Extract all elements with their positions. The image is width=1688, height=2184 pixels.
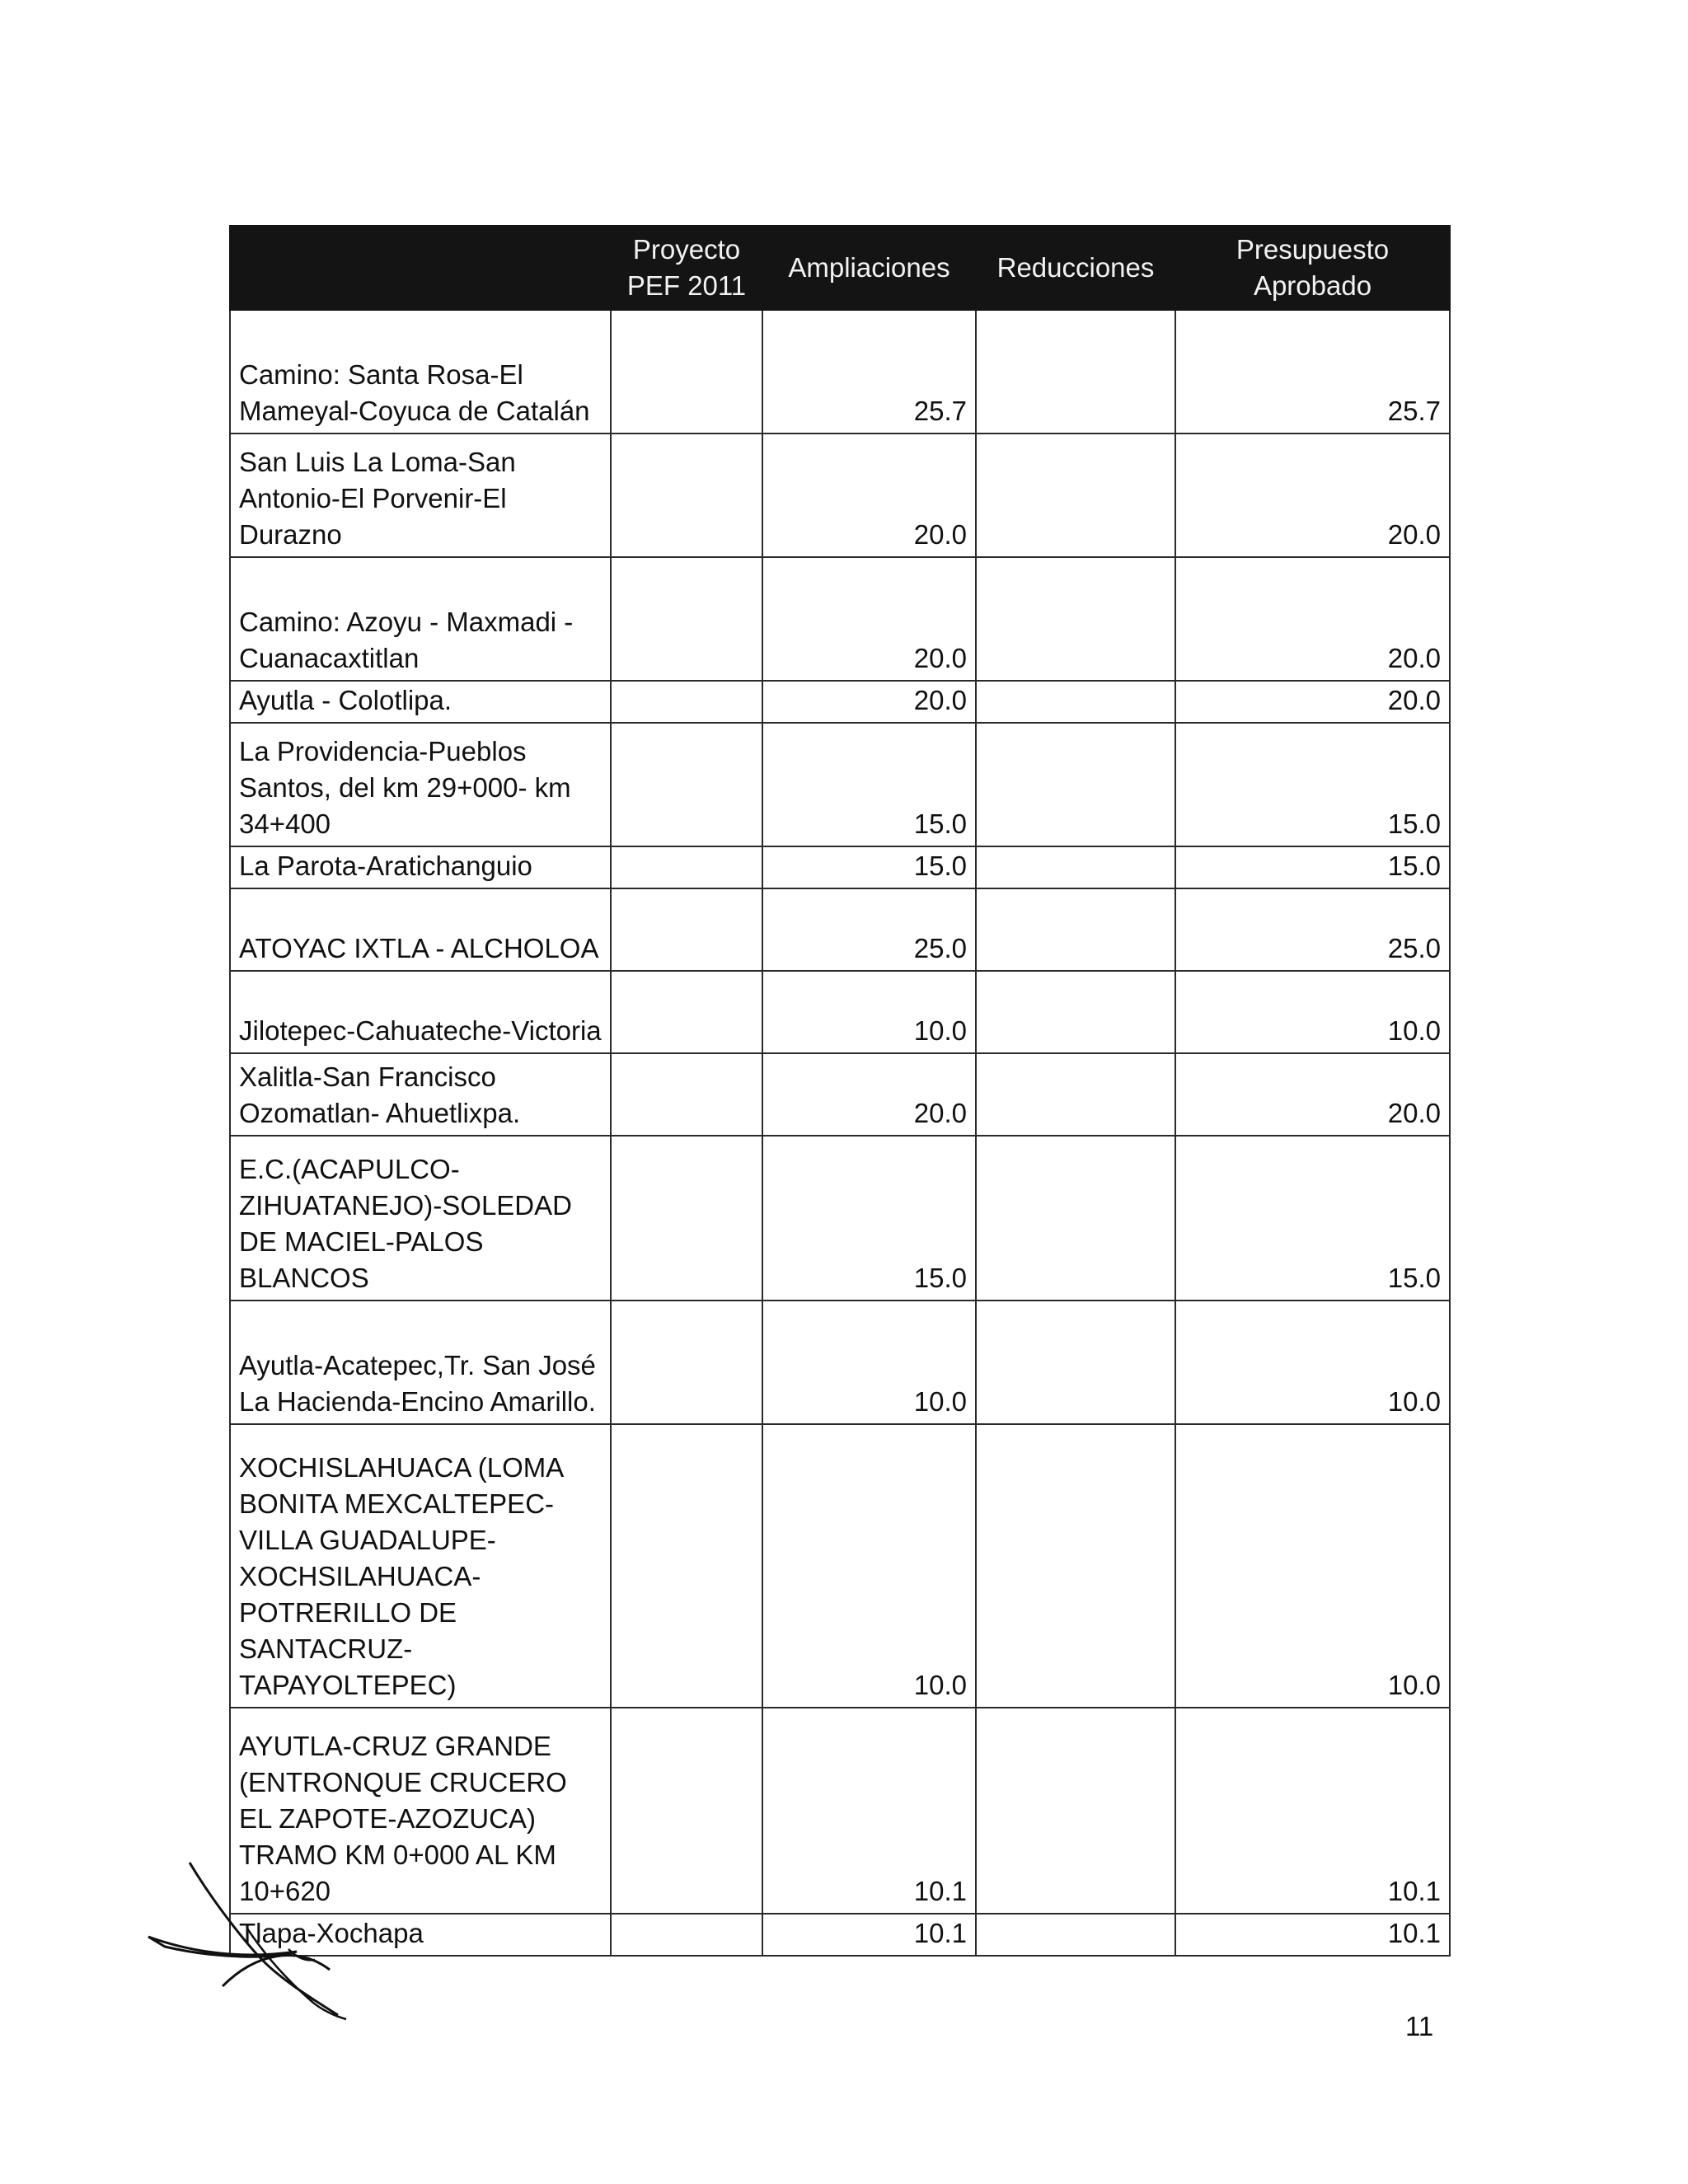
cell-reducciones: [976, 971, 1175, 1053]
cell-ampliaciones: 15.0: [762, 723, 976, 846]
cell-ampliaciones: 25.7: [762, 310, 976, 434]
cell-ampliaciones: 10.0: [762, 1424, 976, 1708]
cell-reducciones: [976, 434, 1175, 557]
cell-ampliaciones: 15.0: [762, 846, 976, 888]
row-name: La Parota-Aratichanguio: [230, 846, 611, 888]
row-name: Xalitla-San Francisco Ozomatlan- Ahuetlixpa.: [230, 1053, 611, 1136]
cell-reducciones: [976, 1301, 1175, 1424]
table-header-row: [230, 226, 1450, 310]
cell-ampliaciones: 10.1: [762, 1708, 976, 1914]
cell-proyecto-pef: [611, 1424, 762, 1708]
row-name: AYUTLA-CRUZ GRANDE (ENTRONQUE CRUCERO EL ZAPOTE-AZOZUCA) TRAMO KM 0+000 AL KM 10+620: [230, 1708, 611, 1914]
row-name: San Luis La Loma-San Antonio-El Porvenir-El Durazno: [230, 434, 611, 557]
cell-presupuesto-aprobado: 10.0: [1175, 971, 1450, 1053]
table-row: [230, 557, 1450, 681]
table-row: [230, 1301, 1450, 1424]
cell-ampliaciones: 20.0: [762, 681, 976, 723]
cell-proyecto-pef: [611, 846, 762, 888]
cell-reducciones: [976, 1053, 1175, 1136]
page-number: 11: [1405, 2011, 1434, 2041]
cell-reducciones: [976, 888, 1175, 971]
cell-ampliaciones: 25.0: [762, 888, 976, 971]
cell-proyecto-pef: [611, 971, 762, 1053]
row-name: E.C.(ACAPULCO-ZIHUATANEJO)-SOLEDAD DE MACIEL-PALOS BLANCOS: [230, 1136, 611, 1301]
table-row: [230, 971, 1450, 1053]
handwritten-signature: [140, 1854, 371, 2027]
cell-proyecto-pef: [611, 888, 762, 971]
cell-ampliaciones: 20.0: [762, 1053, 976, 1136]
header-proyecto-pef: Proyecto PEF 2011: [611, 226, 762, 310]
cell-reducciones: [976, 557, 1175, 681]
cell-presupuesto-aprobado: 15.0: [1175, 723, 1450, 846]
table-row: [230, 310, 1450, 434]
header-presupuesto-aprobado: Presupuesto Aprobado: [1175, 226, 1450, 310]
cell-presupuesto-aprobado: 10.0: [1175, 1301, 1450, 1424]
cell-presupuesto-aprobado: 15.0: [1175, 846, 1450, 888]
cell-proyecto-pef: [611, 1708, 762, 1914]
cell-proyecto-pef: [611, 1914, 762, 1956]
cell-presupuesto-aprobado: 15.0: [1175, 1136, 1450, 1301]
cell-presupuesto-aprobado: 20.0: [1175, 1053, 1450, 1136]
table-row: [230, 434, 1450, 557]
cell-reducciones: [976, 1136, 1175, 1301]
table-row: [230, 1053, 1450, 1136]
table-row: [230, 723, 1450, 846]
row-name: Tlapa-Xochapa: [230, 1914, 611, 1956]
cell-presupuesto-aprobado: 20.0: [1175, 434, 1450, 557]
cell-ampliaciones: 10.0: [762, 971, 976, 1053]
budget-table: [229, 225, 1451, 1957]
cell-reducciones: [976, 1914, 1175, 1956]
cell-presupuesto-aprobado: 25.0: [1175, 888, 1450, 971]
row-name: Camino: Santa Rosa-El Mameyal-Coyuca de Catalán: [230, 310, 611, 434]
cell-ampliaciones: 15.0: [762, 1136, 976, 1301]
table-row: [230, 1424, 1450, 1708]
cell-presupuesto-aprobado: 20.0: [1175, 681, 1450, 723]
row-name: La Providencia-Pueblos Santos, del km 29+000- km 34+400: [230, 723, 611, 846]
cell-ampliaciones: 10.1: [762, 1914, 976, 1956]
row-name: Camino: Azoyu - Maxmadi - Cuanacaxtitlan: [230, 557, 611, 681]
table-row: [230, 681, 1450, 723]
cell-proyecto-pef: [611, 310, 762, 434]
cell-proyecto-pef: [611, 1136, 762, 1301]
cell-ampliaciones: 20.0: [762, 434, 976, 557]
cell-reducciones: [976, 1424, 1175, 1708]
cell-reducciones: [976, 1708, 1175, 1914]
row-name: ATOYAC IXTLA - ALCHOLOA: [230, 888, 611, 971]
cell-presupuesto-aprobado: 10.1: [1175, 1914, 1450, 1956]
table-row: [230, 1136, 1450, 1301]
cell-proyecto-pef: [611, 557, 762, 681]
row-name: XOCHISLAHUACA (LOMA BONITA MEXCALTEPEC-VILLA GUADALUPE-XOCHSILAHUACA-POTRERILLO DE SANTACRUZ-TAPAYOLTEPEC): [230, 1424, 611, 1708]
header-ampliaciones: Ampliaciones: [762, 226, 976, 310]
cell-proyecto-pef: [611, 1301, 762, 1424]
cell-reducciones: [976, 723, 1175, 846]
cell-proyecto-pef: [611, 723, 762, 846]
cell-reducciones: [976, 846, 1175, 888]
header-concept: [230, 226, 611, 310]
cell-presupuesto-aprobado: 10.1: [1175, 1708, 1450, 1914]
cell-presupuesto-aprobado: 25.7: [1175, 310, 1450, 434]
row-name: Jilotepec-Cahuateche-Victoria: [230, 971, 611, 1053]
cell-proyecto-pef: [611, 1053, 762, 1136]
cell-presupuesto-aprobado: 20.0: [1175, 557, 1450, 681]
row-name: Ayutla - Colotlipa.: [230, 681, 611, 723]
table-row: [230, 1708, 1450, 1914]
cell-proyecto-pef: [611, 681, 762, 723]
cell-proyecto-pef: [611, 434, 762, 557]
header-reducciones: Reducciones: [976, 226, 1175, 310]
row-name: Ayutla-Acatepec,Tr. San José La Hacienda-Encino Amarillo.: [230, 1301, 611, 1424]
cell-reducciones: [976, 310, 1175, 434]
cell-ampliaciones: 10.0: [762, 1301, 976, 1424]
cell-reducciones: [976, 681, 1175, 723]
cell-presupuesto-aprobado: 10.0: [1175, 1424, 1450, 1708]
table-row: [230, 1914, 1450, 1956]
cell-ampliaciones: 20.0: [762, 557, 976, 681]
table-row: [230, 846, 1450, 888]
table-row: [230, 888, 1450, 971]
